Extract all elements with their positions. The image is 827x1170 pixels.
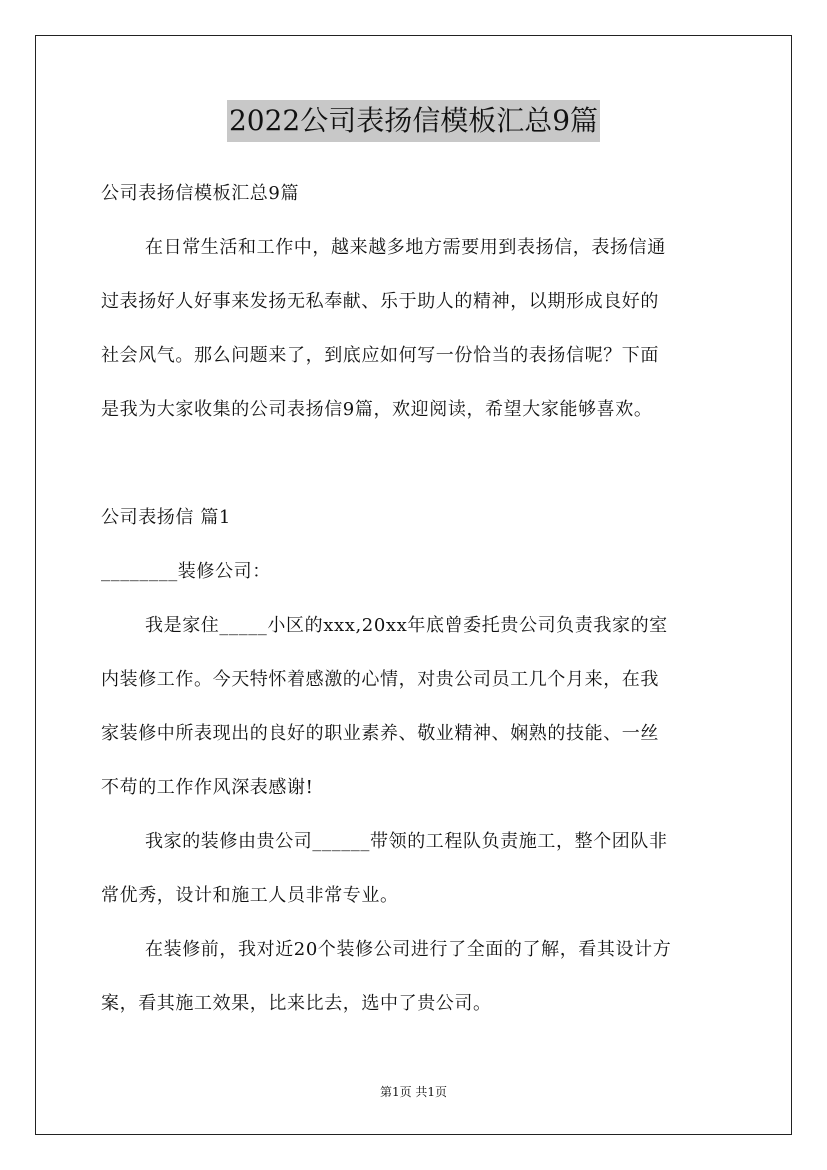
section-heading: 公司表扬信 篇1 [101,507,231,528]
paragraph-line: 内装修工作。今天特怀着感激的心情，对贵公司员工几个月来，在我 [101,669,659,690]
paragraph-line: 不苟的工作作风深表感谢! [101,777,314,798]
paragraph-line: 我是家住_____小区的xxx,20xx年底曾委托贵公司负责我家的室 [145,615,668,636]
paragraph-line: 家装修中所表现出的良好的职业素养、敬业精神、娴熟的技能、一丝 [101,723,659,744]
title-container [0,100,827,142]
document-title: 2022公司表扬信模板汇总9篇 [227,100,600,142]
intro-line: 过表扬好人好事来发扬无私奉献、乐于助人的精神，以期形成良好的 [101,291,659,312]
paragraph-line: 我家的装修由贵公司______带领的工程队负责施工，整个团队非 [145,831,668,852]
intro-line: 社会风气。那么问题来了，到底应如何写一份恰当的表扬信呢？下面 [101,345,659,366]
page-number: 第1页 共1页 [379,1085,448,1099]
paragraph-line: 案，看其施工效果，比来比去，选中了贵公司。 [101,993,492,1014]
intro-line: 是我为大家收集的公司表扬信9篇，欢迎阅读，希望大家能够喜欢。 [101,399,653,420]
document-subtitle: 公司表扬信模板汇总9篇 [101,183,300,204]
salutation: ________装修公司： [101,561,271,582]
paragraph-line: 在装修前，我对近20个装修公司进行了全面的了解，看其设计方 [145,939,672,960]
paragraph-line: 常优秀，设计和施工人员非常专业。 [101,885,399,906]
intro-line: 在日常生活和工作中，越来越多地方需要用到表扬信，表扬信通 [145,237,666,258]
